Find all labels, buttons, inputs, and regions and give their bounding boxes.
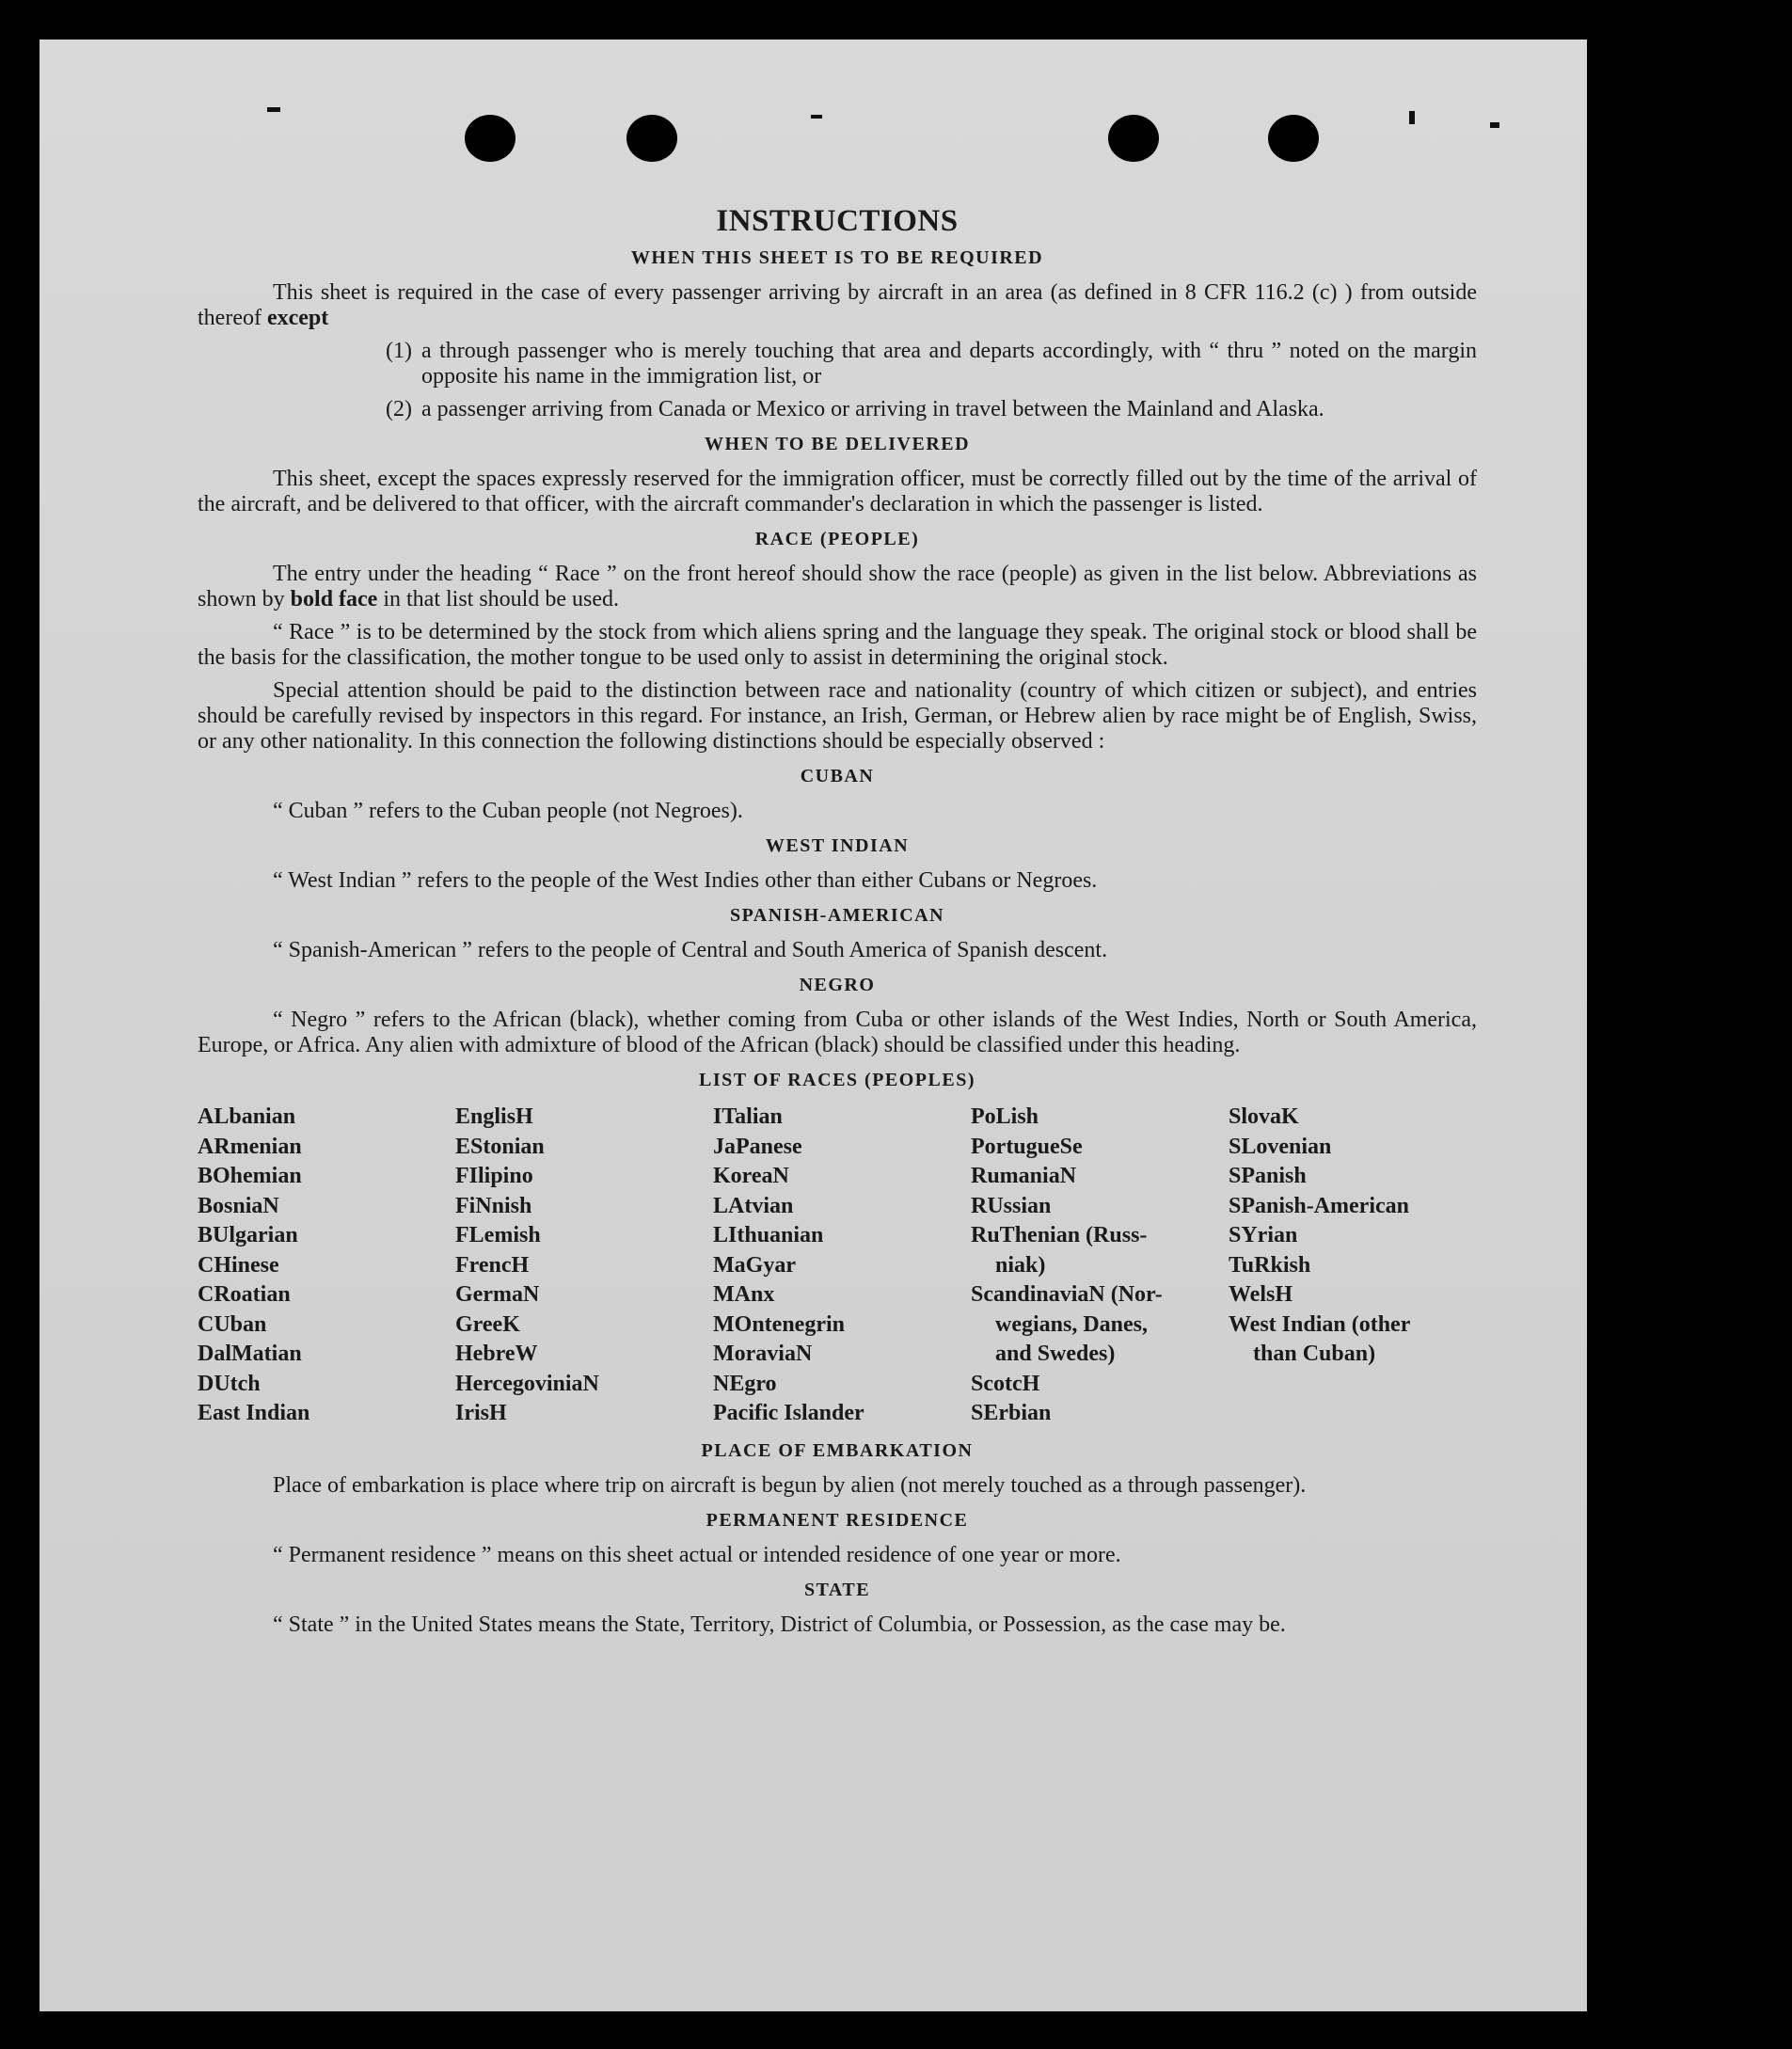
exception-item-1 [198,339,1477,389]
race-entry: RUssian [971,1193,1052,1218]
cuban-text: “ Cuban ” refers to the Cuban people (not Negroes). [273,799,743,823]
instructions-body [198,171,1477,1645]
heading-race: RACE (PEOPLE) [754,529,920,549]
heading-negro: NEGRO [799,975,876,995]
race-entry: SYrian [1229,1223,1298,1247]
race-column-2 [455,1103,713,1429]
race-entry: EStonian [455,1134,545,1159]
race-entry: GreeK [455,1311,520,1337]
punch-hole-1 [465,115,515,162]
race-entry: MaGyar [713,1252,796,1278]
when-delivered-text: This sheet, except the spaces expressly reserved for the immigration officer, must be correctly filled out by the time of the arrival of the aircraft, and be delivered to that officer, with the aircraft commander's declaration in which the passenger is listed. [198,467,1477,516]
race-entry: LIthuanian [713,1223,824,1247]
race-entry: West Indian (other [1229,1311,1411,1337]
race-entry-continuation: than Cuban) [1253,1342,1376,1366]
heading-west-indian: WEST INDIAN [765,835,910,856]
race-entry: MOntenegrin [713,1311,845,1337]
race-entry: FIlipino [455,1164,533,1188]
item-number: (2) [386,397,412,421]
heading-state: STATE [803,1579,871,1600]
item-number: (1) [386,339,412,363]
race-entry: MoraviaN [713,1342,813,1366]
race-column-3 [713,1103,971,1429]
race-paragraph-3: Special attention should be paid to the distinction between race and nationality (country of which citizen or subject), and entries should be carefully revised by inspectors in this regard. For instance, an Irish, German, or Hebrew alien by race might be of English, Swiss, or any other nationality. In this connection the following distinctions should be especially observed : [198,678,1477,754]
race-entry: PoLish [971,1104,1039,1129]
race-entry: HebreW [455,1342,538,1366]
punch-hole-3 [1108,115,1159,162]
race-entry: IrisH [455,1401,507,1425]
race-entry: BosniaN [198,1193,279,1218]
race-entry: FrencH [455,1252,530,1278]
race-entry: Pacific Islander [713,1401,864,1425]
heading-when-required: WHEN THIS SHEET IS TO BE REQUIRED [630,247,1044,268]
race-column-1 [198,1103,455,1429]
race-paragraph-1: The entry under the heading “ Race ” on the front hereof should show the race (people) as given in the list below. Abbreviations as shown by bold face in that list should be used. [198,562,1477,612]
exception-item-2 [198,397,1477,422]
race-entry-continuation: niak) [995,1252,1046,1278]
punch-hole-4 [1268,115,1319,162]
race-entry: TuRkish [1229,1252,1311,1278]
scan-speck [811,115,822,119]
race-entry: SlovaK [1229,1104,1299,1129]
page-title: INSTRUCTIONS [716,204,959,238]
heading-when-delivered: WHEN TO BE DELIVERED [704,434,971,454]
heading-cuban: CUBAN [800,766,875,786]
race-entry: ARmenian [198,1134,302,1159]
embarkation-text: Place of embarkation is place where trip on aircraft is begun by alien (not merely touched as a through passenger). [273,1472,1307,1498]
residence-text: “ Permanent residence ” means on this sheet actual or intended residence of one year or more. [273,1542,1121,1567]
race-column-5 [1229,1103,1486,1429]
west-indian-text: “ West Indian ” refers to the people of the West Indies other than either Cubans or Negroes. [273,868,1098,893]
heading-embarkation: PLACE OF EMBARKATION [701,1439,974,1461]
document-page [40,40,1587,2011]
race-entry: MAnx [713,1282,775,1307]
race-entry: LAtvian [713,1193,794,1218]
race-entry: RumaniaN [971,1164,1077,1188]
heading-list-of-races: LIST OF RACES (PEOPLES) [698,1070,975,1090]
when-required-intro: This sheet is required in the case of every passenger arriving by aircraft in an area (as defined in 8 CFR 116.2 (c) ) from outside thereof except [198,280,1477,330]
race-entry: ScotcH [971,1371,1040,1396]
race-entry: DUtch [198,1371,261,1396]
race-entry: BOhemian [198,1164,302,1188]
race-list [198,1103,1477,1429]
item-text: a passenger arriving from Canada or Mexico or arriving in travel between the Mainland and Alaska. [421,397,1324,421]
race-entry: CHinese [198,1252,279,1278]
race-entry: WelsH [1229,1282,1293,1307]
race-entry: JaPanese [713,1134,802,1159]
race-entry: ALbanian [198,1104,296,1129]
race-entry: ITalian [713,1104,783,1129]
race-entry: CUban [198,1311,267,1337]
race-entry: RuThenian (Russ- [971,1223,1148,1247]
except-bold: except [266,306,329,330]
heading-spanish-american: SPANISH-AMERICAN [729,905,945,926]
race-entry: SLovenian [1229,1134,1332,1159]
bold-face-phrase: bold face [290,587,378,612]
race-entry: FiNnish [455,1193,532,1218]
state-text: “ State ” in the United States means the State, Territory, District of Columbia, or Possession, as the case may be. [273,1612,1286,1637]
race-entry: ScandinaviaN (Nor- [971,1282,1163,1307]
negro-text: “ Negro ” refers to the African (black), whether coming from Cuba or other islands of the West Indies, North or South America, Europe, or Africa. Any alien with admixture of blood of the African (black) should be classified under this heading. [198,1008,1477,1057]
item-text: a through passenger who is merely touching that area and departs accordingly, with “ thru ” noted on the margin opposite his name in the immigration list, or [421,339,1477,389]
race-entry: KoreaN [713,1164,789,1188]
race-entry-continuation: and Swedes) [995,1342,1116,1366]
race-entry: SErbian [971,1401,1052,1425]
race-entry: SPanish [1229,1164,1307,1188]
punch-hole-2 [626,115,677,162]
scan-speck [1409,111,1415,124]
race-entry: SPanish-American [1229,1193,1409,1218]
race-entry: EnglisH [455,1104,533,1129]
race-entry: PortugueSe [971,1134,1083,1159]
spanish-american-text: “ Spanish-American ” refers to the people of Central and South America of Spanish descent. [273,938,1108,962]
race-entry: NEgro [713,1371,777,1396]
race-column-4 [971,1103,1229,1429]
heading-permanent-residence: PERMANENT RESIDENCE [706,1509,969,1531]
race-entry: FLemish [455,1223,541,1247]
race-entry: BUlgarian [198,1223,298,1247]
race-entry: CRoatian [198,1282,291,1307]
race-entry: East Indian [198,1401,310,1425]
race-entry: GermaN [455,1282,540,1307]
scan-speck [267,107,280,112]
race-entry: HercegoviniaN [455,1371,599,1396]
race-paragraph-2: “ Race ” is to be determined by the stock from which aliens spring and the language they speak. The original stock or blood shall be the basis for the classification, the mother tongue to be used only to assist in determining the original stock. [198,620,1477,670]
race-entry-continuation: wegians, Danes, [995,1311,1149,1337]
race-entry: DalMatian [198,1342,302,1366]
